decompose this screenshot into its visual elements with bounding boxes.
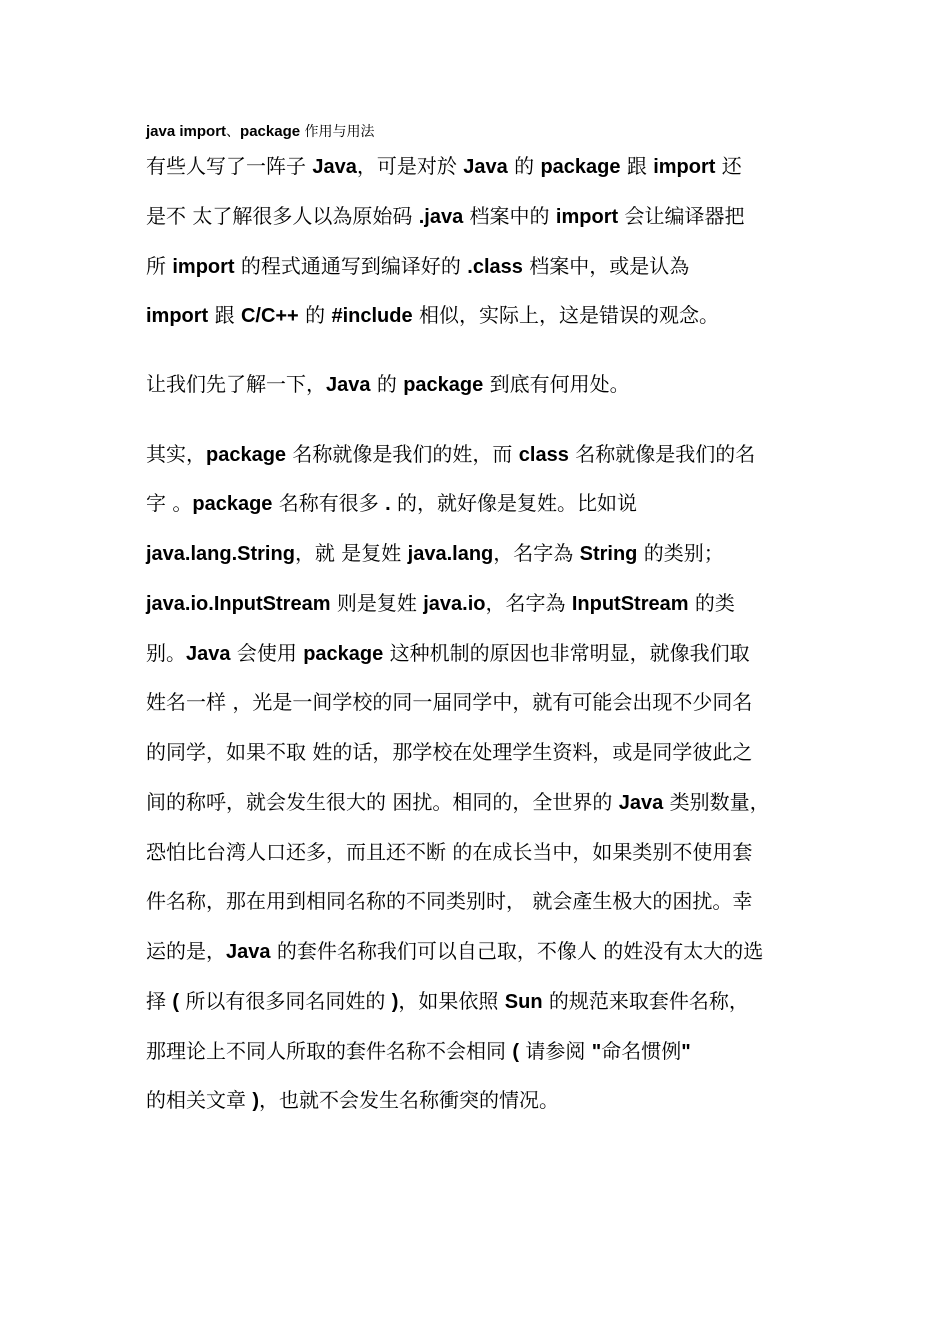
code-term: package: [540, 156, 621, 178]
code-term: import: [146, 305, 209, 327]
line-text: ，如果依照: [398, 989, 505, 1013]
code-term: import: [555, 206, 619, 228]
line-text: 所以有很多同名同姓的: [179, 989, 392, 1013]
code-term: package: [206, 444, 287, 466]
line-text: 的，就好像是复姓。比如说: [390, 491, 638, 515]
text-line: [146, 839, 752, 865]
line-text: 请参阅: [519, 1039, 592, 1063]
line-text: 的: [370, 372, 404, 396]
line-text: 的: [298, 303, 332, 327]
line-text: ，名字為: [485, 591, 572, 615]
line-text: 档案中，或是认為: [522, 254, 690, 278]
line-text: 有些人写了一阵子: [146, 154, 313, 178]
text-line: [146, 1038, 691, 1065]
text-line: [146, 441, 755, 468]
line-text: 会让编译器把: [618, 204, 745, 228]
line-text: 的同学，如果不取 姓的话，那学校在处理学生资料，或是同学彼此之: [146, 740, 753, 764]
text-line: [146, 938, 763, 965]
line-text: 运的是，: [146, 939, 226, 963]
line-text: 的类别；: [637, 541, 724, 565]
line-text: 相似，实际上，这是错误的观念。: [412, 303, 719, 327]
line-text: 命名惯例: [601, 1039, 682, 1063]
line-text: 名称就像是我们的姓，而: [286, 442, 519, 466]
line-text: 则是复姓: [330, 591, 424, 615]
code-term: ": [681, 1041, 691, 1063]
title-code-2: package: [240, 123, 301, 140]
line-text: 的相关文章: [146, 1088, 253, 1112]
text-line: [146, 640, 750, 667]
line-text: 字 。: [146, 491, 193, 515]
code-term: package: [303, 643, 384, 665]
code-term: ": [591, 1041, 602, 1063]
text-line: [146, 739, 752, 765]
line-text: 的类: [688, 591, 735, 615]
code-term: (: [172, 991, 180, 1013]
line-text: 的套件名称我们可以自己取，不像人 的姓没有太大的选: [270, 939, 764, 963]
code-term: java.lang.String: [146, 543, 295, 565]
text-line: [146, 253, 689, 280]
code-term: Sun: [504, 991, 543, 1013]
line-text: 所: [146, 254, 173, 278]
text-line: [146, 888, 752, 914]
code-term: java.lang: [407, 543, 494, 565]
code-term: class: [518, 444, 569, 466]
line-text: 恐怕比台湾人口还多，而且还不断 的在成长当中，如果类别不使用套: [146, 840, 753, 864]
line-text: 是不 太了解很多人以為原始码: [146, 204, 419, 228]
code-term: InputStream: [571, 593, 689, 615]
line-text: 名称有很多: [272, 491, 386, 515]
line-text: 会使用: [230, 641, 304, 665]
line-text: 这种机制的原因也非常明显，就像我们取: [383, 641, 750, 665]
code-term: Java: [186, 643, 231, 665]
code-term: .class: [467, 256, 523, 278]
text-line: [146, 540, 724, 567]
line-text: 其实，: [146, 442, 206, 466]
code-term: ): [391, 991, 399, 1013]
line-text: 跟: [208, 303, 241, 327]
document-title: [146, 123, 375, 141]
line-text: 别。: [146, 641, 186, 665]
code-term: .: [385, 493, 391, 515]
code-term: import: [172, 256, 235, 278]
code-term: Java: [326, 374, 371, 396]
code-term: #include: [331, 305, 413, 327]
text-line: [146, 1087, 559, 1114]
title-separator: 、: [226, 124, 241, 140]
line-text: ，也就不会发生名称衝突的情况。: [259, 1088, 560, 1112]
code-term: Java: [312, 156, 357, 178]
code-term: C/C++: [240, 305, 299, 327]
line-text: ，就 是复姓: [294, 541, 408, 565]
title-text: 作用与用法: [300, 124, 375, 140]
line-text: 名称就像是我们的名: [568, 442, 756, 466]
code-term: java.io.InputStream: [146, 593, 331, 615]
line-text: 到底有何用处。: [483, 372, 630, 396]
code-term: Java: [463, 156, 508, 178]
code-term: package: [192, 493, 273, 515]
title-code: java import: [146, 123, 227, 140]
text-line: [146, 689, 752, 715]
code-term: Java: [226, 941, 271, 963]
line-text: 类别数量，: [663, 790, 770, 814]
code-term: package: [403, 374, 484, 396]
text-line: [146, 590, 735, 617]
line-text: 的程式通通写到编译好的: [234, 254, 468, 278]
code-term: import: [653, 156, 716, 178]
text-line: [146, 490, 637, 517]
code-term: .java: [418, 206, 464, 228]
line-text: 档案中的: [463, 204, 556, 228]
code-term: String: [579, 543, 638, 565]
text-line: [146, 988, 749, 1015]
line-text: 跟: [620, 154, 654, 178]
line-text: ，名字為: [493, 541, 580, 565]
line-text: 让我们先了解一下，: [146, 372, 326, 396]
line-text: 间的称呼，就会发生很大的 困扰。相同的，全世界的: [146, 790, 619, 814]
line-text: 还: [715, 154, 742, 178]
line-text: 择: [146, 989, 173, 1013]
code-term: ): [252, 1090, 260, 1112]
code-term: java.io: [423, 593, 486, 615]
text-line: [146, 302, 719, 329]
line-text: 的规范来取套件名称，: [542, 989, 749, 1013]
line-text: 件名称，那在用到相同名称的不同类别时， 就会產生极大的困扰。幸: [146, 889, 753, 913]
line-text: 那理论上不同人所取的套件名称不会相同: [146, 1039, 513, 1063]
line-text: ，可是对於: [356, 154, 464, 178]
text-line: [146, 203, 745, 230]
line-text: 的: [507, 154, 541, 178]
line-text: 姓名一样 ，光是一间学校的同一届同学中，就有可能会出现不少同名: [146, 690, 753, 714]
code-term: (: [512, 1041, 520, 1063]
text-line: [146, 789, 770, 816]
text-line: [146, 371, 630, 398]
text-line: [146, 153, 742, 180]
code-term: Java: [618, 792, 664, 814]
